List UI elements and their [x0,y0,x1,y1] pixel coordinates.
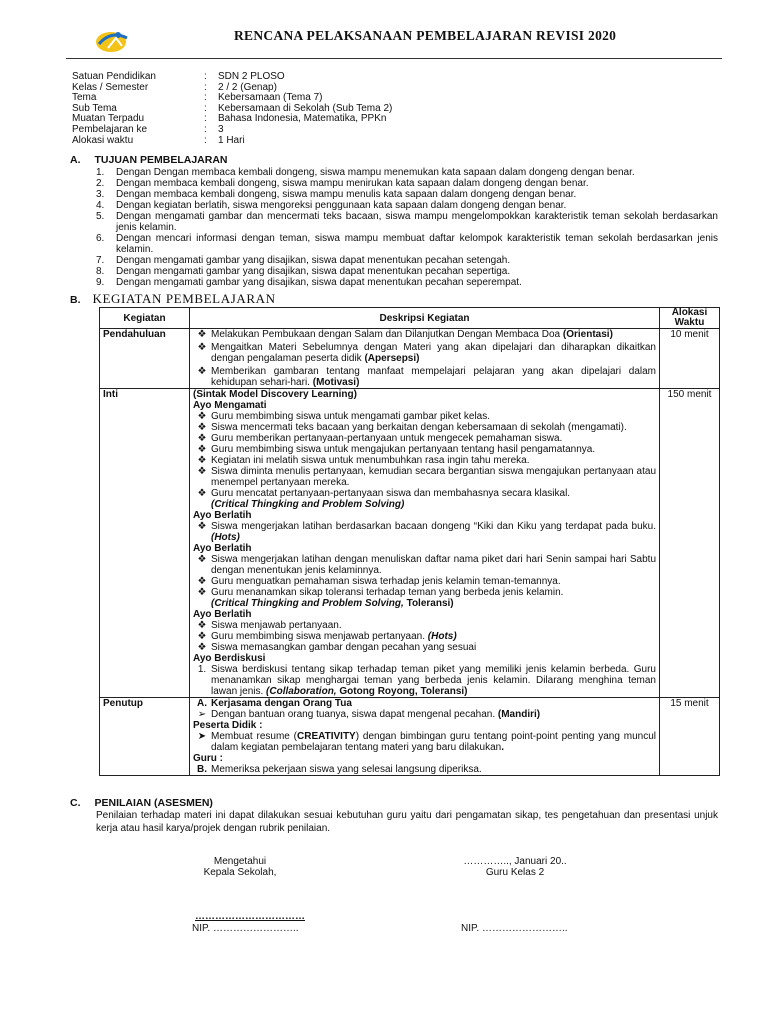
list-item: 5. Dengan mengamati gambar dan mencermati teks bacaan, siswa mampu mengelompokkan karakteristik teman sekolah berdasarkan jenis kelamin. [96,211,718,233]
table-row-inti [100,389,720,698]
col-header-alokasi: Alokasi Waktu [660,308,720,329]
phase-description: (Sintak Model Discovery Learning) Ayo Mengamati ❖ Guru membimbing siswa untuk mengamati gambar piket kelas. ❖ Siswa mencermati teks bacaan yang berkaitan dengan kebersamaan di sekolah (mengamati). ❖ Guru memberikan pertanyaan-pertanyaan untuk mengecek pemahaman siswa. ❖ Guru membimbing siswa untuk mengajukan pertanyaan tentang hasil pengamatannya. ❖ Kegiatan ini melatih siswa untuk menumbuhkan rasa ingin tahu mereka. ❖ Siswa diminta menulis pertanyaan, kemudian secara bergantian siswa mengajukan pertanyaan atau menempel pertanyaan mereka. ❖ Guru mencatat pertanyaan-pertanyaan siswa dan membahasnya secara klasikal. (Critical Thingking and Problem Solving) Ayo Berlatih ❖ Siswa mengerjakan latihan berdasarkan bacaan dongeng “Kiki dan Kiku yang terdapat pada buku. (Hots) Ayo Berlatih ❖ Siswa mengerjakan latihan dengan menuliskan daftar nama piket dari hari Senin sampai hari Sabtu dengan menentukan jenis kelaminnya. ❖ Guru menguatkan pemahaman siswa terhadap jenis kelamin teman-temannya. ❖ Guru menanamkan sikap toleransi terhadap teman yang berbeda jenis kelamin. (Critical Thingking and Problem Solving, Toleransi) Ayo Berlatih ❖ Siswa menjawab pertanyaan. ❖ Guru membimbing siswa menjawab pertanyaan. (Hots) ❖ Siswa memasangkan gambar dengan pecahan yang sesuai Ayo Berdiskusi 1. Siswa berdiskusi tentang sikap terhadap teman piket yang memiliki jenis kelamin berbeda. Guru menanamkan sikap menghargai teman yang berbeda jenis kelamin. Dilarang menghina teman lawan jenis. (Collaboration, Gotong Royong, Toleransi) [190,389,660,698]
section-a-heading: A. TUJUAN PEMBELAJARAN [70,154,228,166]
principal-nip: NIP. …………………….. [192,923,299,934]
kemendikbud-logo [94,26,132,54]
page-title: RENCANA PELAKSANAAN PEMBELAJARAN REVISI 2020 [234,28,617,43]
section-b-heading: B. KEGIATAN PEMBELAJARAN [70,291,276,306]
list-item: 3. Dengan membaca kembali dongeng, siswa mampu menulis kata sapaan dalam dongeng dengan benar. [96,189,577,200]
identity-block [72,71,392,145]
identity-row: Muatan Terpadu : Bahasa Indonesia, Matematika, PPKn [72,113,387,125]
header-divider [66,58,722,59]
identity-row: Pembelajaran ke : 3 [72,123,224,135]
objectives-list [96,167,718,288]
list-item: 8. Dengan mengamati gambar yang disajikan, siswa dapat menentukan pecahan sepertiga. [96,266,511,277]
signature-left: Mengetahui Kepala Sekolah, [203,856,277,878]
col-header-kegiatan: Kegiatan [100,308,190,329]
list-item: 7. Dengan mengamati gambar yang disajikan, siswa dapat menentukan pecahan setengah. [96,255,511,266]
section-c-heading: C. PENILAIAN (ASESMEN) [70,797,213,809]
identity-row: Satuan Pendidikan : SDN 2 PLOSO [72,71,285,82]
identity-row: Tema : Kebersamaan (Tema 7) [72,92,323,104]
identity-row: Sub Tema : Kebersamaan di Sekolah (Sub Tema 2) [72,102,393,114]
table-header-row [100,308,720,329]
activities-table [99,307,720,776]
col-header-deskripsi: Deskripsi Kegiatan [190,308,660,329]
assessment-text: Penilaian terhadap materi ini dapat dilakukan sesuai kebutuhan guru yaitu dari pengamatan sikap, tes pengetahuan dan presentasi unjuk kerja atau hasil karya/projek dengan rubrik penilaian. [96,810,718,834]
list-item: 4. Dengan kegiatan berlatih, siswa mengoreksi penggunaan kata sapaan dalam dongeng dengan benar. [96,200,567,211]
list-item: 9. Dengan mengamati gambar yang disajikan, siswa dapat menentukan pecahan seperempat. [96,277,522,288]
teacher-nip: NIP. …………………….. [461,923,568,934]
identity-row: Kelas / Semester : 2 / 2 (Genap) [72,81,277,93]
phase-label: Pendahuluan [100,329,190,389]
list-item: 1. Dengan Dengan membaca kembali dongeng, siswa mampu menemukan kata sapaan dalam dongeng dengan benar. [96,167,635,178]
table-row-penutup [100,698,720,776]
phase-label: Inti [100,389,190,698]
phase-description: A. Kerjasama dengan Orang Tua ➢ Dengan bantuan orang tuanya, siswa dapat mengenal pecahan. (Mandiri) Peserta Didik : ➤ Membuat resume (CREATIVITY) dengan bimbingan guru tentang point-point penting yang muncul dalam kegiatan pembelajaran tentang materi yang baru dilakukan. Guru : B. Memeriksa pekerjaan siswa yang selesai langsung diperiksa. [190,698,660,776]
table-row-pendahuluan [100,329,720,389]
phase-time: 10 menit [660,329,720,389]
signature-right: ………….., Januari 20.. Guru Kelas 2 [463,856,567,878]
phase-description: ❖ Melakukan Pembukaan dengan Salam dan Dilanjutkan Dengan Membaca Doa (Orientasi) ❖ Mengaitkan Materi Sebelumnya dengan Materi yang akan dipelajari dan diharapkan dikaitkan dengan pengalaman peserta didik (Apersepsi) ❖ Memberikan gambaran tentang manfaat mempelajari pelajaran yang akan dipelajari dalam kehidupan sehari-hari. (Motivasi) [190,329,660,389]
identity-row: Alokasi waktu : 1 Hari [72,134,245,146]
principal-name: …………………………… [195,911,305,922]
phase-time: 150 menit [660,389,720,698]
list-item: 6. Dengan mencari informasi dengan teman, siswa mampu membuat daftar kelompok karakteristik teman sekolah berdasarkan jenis kelamin. [96,233,718,255]
list-item: 2. Dengan membaca kembali dongeng, siswa mampu menirukan kata sapaan dalam dongeng dengan benar. [96,178,589,189]
phase-label: Penutup [100,698,190,776]
phase-time: 15 menit [660,698,720,776]
